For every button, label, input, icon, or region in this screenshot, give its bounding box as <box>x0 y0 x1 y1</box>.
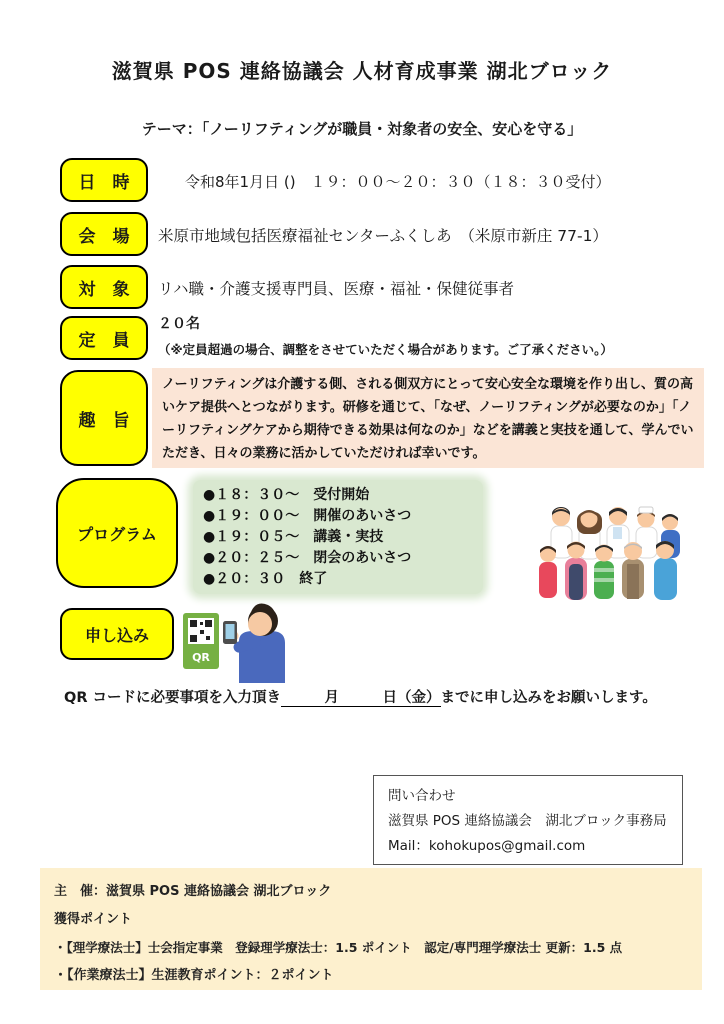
deadline-prefix: QR コードに必要事項を入力頂き <box>64 690 282 706</box>
label-venue: 会 場 <box>60 212 148 256</box>
program-list <box>193 480 483 594</box>
program-time: ●１９：００～ <box>203 508 300 524</box>
venue-value: 米原市地域包括医療福祉センターふくしあ （米原市新庄 77-1） <box>158 227 608 245</box>
label-datetime: 日 時 <box>60 158 148 202</box>
program-time: ●１８：３０～ <box>203 487 300 503</box>
label-purpose: 趣 旨 <box>60 370 148 466</box>
program-event: 閉会のあいさつ <box>313 550 412 566</box>
program-item <box>203 506 473 527</box>
datetime-value: 令和8年1月日 () １９：００～２０：３０（１８：３０受付） <box>185 173 611 191</box>
program-event: 終了 <box>299 571 328 587</box>
qr-scan-illustration <box>181 597 303 683</box>
deadline-blank-underline: 月 日（金） <box>281 690 441 706</box>
contact-org: 滋賀県 POS 連絡協議会 湖北ブロック事務局 <box>388 813 667 829</box>
program-item <box>203 485 473 506</box>
footer-point-pt: ・【理学療法士】士会指定事業 登録理学療法士：1.5 ポイント 認定/専門理学療法士 更新：1.5 点 <box>54 940 623 955</box>
person-boy-green <box>594 545 614 600</box>
label-capacity: 定 員 <box>60 316 148 360</box>
qr-poster <box>183 613 219 669</box>
contact-box <box>373 775 683 865</box>
footer-host: 主 催：滋賀県 POS 連絡協議会 湖北ブロック <box>54 884 332 899</box>
qr-label: QR <box>192 651 210 664</box>
program-time: ●１９：０５～ <box>203 529 300 545</box>
footer-points-heading: 獲得ポイント <box>54 912 133 927</box>
contact-mail: Mail：kohokupos@gmail.com <box>388 838 586 854</box>
deadline-line <box>64 686 657 707</box>
person-girl-red <box>539 546 557 598</box>
capacity-value: ２０名 <box>158 316 200 332</box>
label-program: プログラム <box>56 478 178 588</box>
program-time: ●２０：３０ <box>203 571 286 587</box>
capacity-note: （※定員超過の場合、調整をさせていただく場合があります。ご了承ください。） <box>158 342 613 357</box>
person-elderly-man <box>622 542 644 599</box>
deadline-suffix: までに申し込みをお願いします。 <box>440 690 657 706</box>
program-event: 受付開始 <box>313 487 370 503</box>
program-item <box>203 527 473 548</box>
program-event: 講義・実技 <box>313 529 384 545</box>
label-apply: 申し込み <box>60 608 174 660</box>
label-target: 対 象 <box>60 265 148 309</box>
page-title: 滋賀県 POS 連絡協議会 人材育成事業 湖北ブロック <box>111 59 613 83</box>
purpose-text: ノーリフティングは介護する側、される側双方にとって安心安全な環境を作り出し、質の高いケア提供へとつながります。研修を通じて、「なぜ、ノーリフティングが必要なのか」「ノーリフティングケアから期待できる効果は何なのか」などを講義と実技を通して、学んでいただき、日々の業務に活かしていただければ幸いです。 <box>152 368 704 468</box>
person-man-lightblue <box>654 541 677 600</box>
program-item <box>203 569 473 590</box>
target-value: リハ職・介護支援専門員、医療・福祉・保健従事者 <box>158 280 515 298</box>
person-scanning <box>223 604 285 683</box>
theme-line: テーマ：「ノーリフティングが職員・対象者の安全、安心を守る」 <box>141 120 583 138</box>
footer-panel <box>40 868 702 990</box>
program-time: ●２０：２５～ <box>203 550 300 566</box>
contact-heading: 問い合わせ <box>388 788 456 804</box>
person-woman-apron <box>565 542 587 601</box>
program-event: 開催のあいさつ <box>313 508 412 524</box>
program-item <box>203 548 473 569</box>
people-group-illustration <box>533 496 693 602</box>
footer-point-ot: ・【作業療法士】生涯教育ポイント：２ポイント <box>54 968 334 983</box>
